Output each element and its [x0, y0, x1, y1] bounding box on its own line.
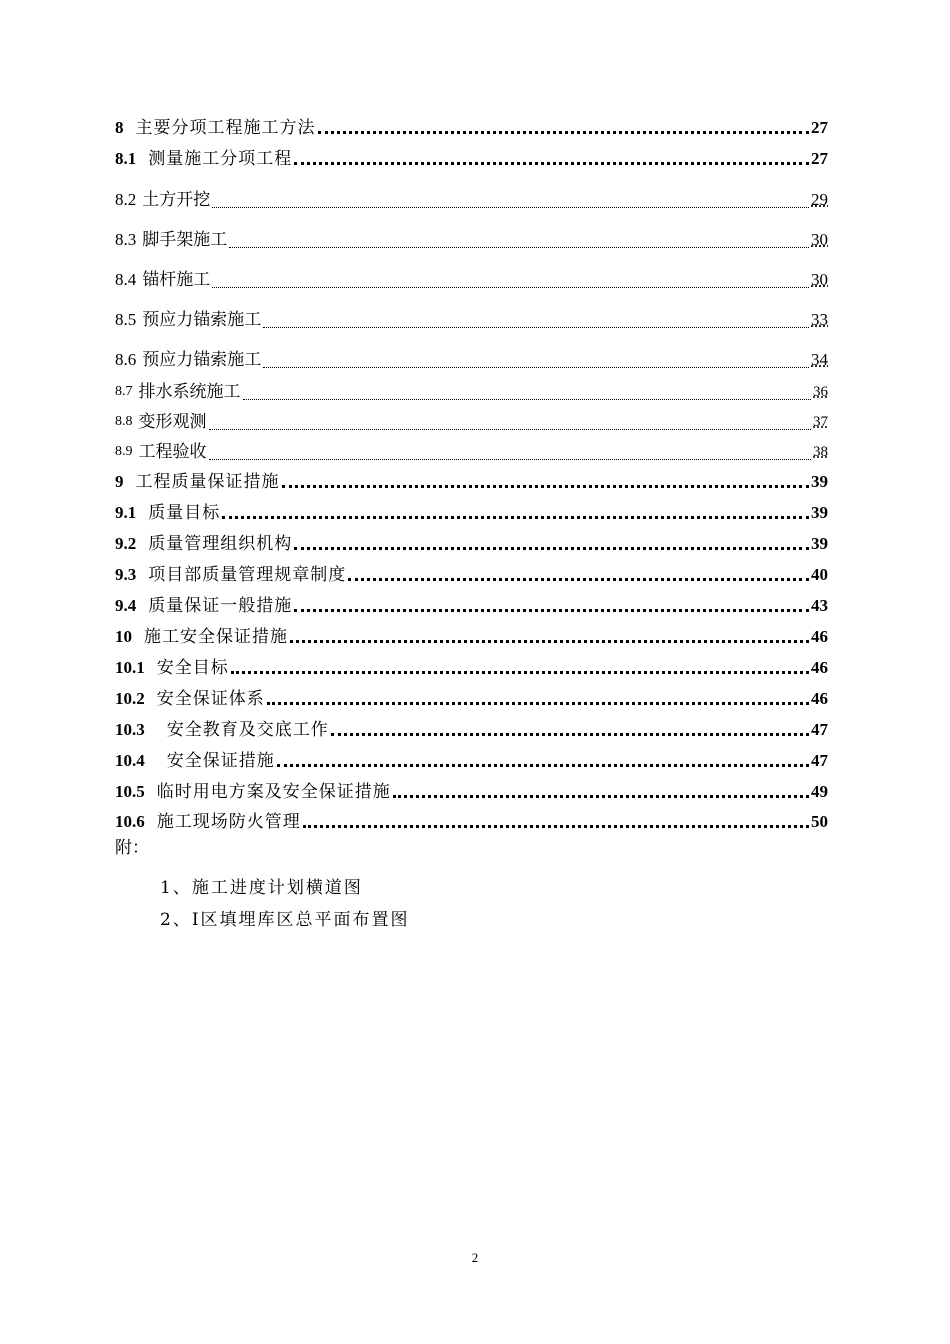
toc-entry-page: 38 [813, 444, 828, 460]
toc-entry-number: 8.8 [115, 414, 133, 429]
toc-entry-page: 47 [811, 720, 828, 739]
toc-leader-dots [303, 825, 809, 828]
toc-entry-number: 8.9 [115, 444, 133, 459]
toc-entry-number: 8.4 [115, 270, 137, 289]
toc-entry-title: 变形观测 [138, 412, 207, 432]
toc-entry-number: 9.1 [115, 503, 137, 522]
toc-leader-dots [348, 578, 809, 581]
toc-leader-dots [294, 609, 809, 612]
toc-entry-title: 预应力锚索施工 [142, 310, 262, 330]
toc-leader-dots [290, 640, 809, 643]
toc-entry-title: 质量目标 [148, 503, 221, 523]
toc-entry-title: 施工现场防火管理 [156, 812, 301, 832]
toc-entry-page: 46 [811, 658, 828, 677]
toc-entry[interactable] [115, 472, 828, 492]
toc-entry[interactable] [115, 689, 828, 709]
toc-entry-title: 工程验收 [138, 442, 207, 462]
toc-entry[interactable] [115, 565, 828, 585]
toc-leader-dots [263, 327, 809, 328]
toc-entry-number: 8.6 [115, 350, 137, 369]
toc-leader-dots [263, 367, 809, 368]
toc-entry-number: 10.2 [115, 689, 145, 708]
toc-entry-title: 项目部质量管理规章制度 [148, 565, 347, 585]
toc-entry-number: 9 [115, 472, 124, 491]
toc-entry-number: 8.2 [115, 190, 137, 209]
toc-entry-title: 土方开挖 [142, 190, 211, 210]
toc-entry[interactable] [115, 442, 828, 462]
toc-entry-number: 10.6 [115, 812, 145, 831]
toc-entry[interactable] [115, 310, 828, 330]
toc-entry-title: 质量保证一般措施 [148, 596, 293, 616]
toc-entry[interactable] [115, 350, 828, 370]
toc-entry-title: 安全教育及交底工作 [166, 720, 329, 740]
toc-entry[interactable] [115, 782, 828, 802]
appendix-label: 附： [115, 838, 149, 858]
toc-entry-page: 39 [811, 503, 828, 522]
toc-entry-title: 测量施工分项工程 [148, 149, 293, 169]
toc-entry-title: 排水系统施工 [138, 382, 241, 402]
toc-leader-dots [212, 207, 809, 208]
toc-leader-dots [294, 547, 809, 550]
toc-entry-page: 34 [811, 350, 828, 369]
toc-leader-dots [243, 399, 812, 400]
toc-entry-title: 安全目标 [156, 658, 229, 678]
toc-entry-title: 安全保证体系 [156, 689, 265, 709]
toc-entry-number: 10.4 [115, 751, 145, 770]
toc-entry[interactable] [115, 270, 828, 290]
toc-entry-number: 10.3 [115, 720, 145, 739]
toc-entry[interactable] [115, 751, 828, 771]
toc-entry[interactable] [115, 720, 828, 740]
toc-leader-dots [209, 459, 812, 460]
toc-leader-dots [393, 795, 809, 798]
page-number: 2 [471, 1250, 479, 1265]
toc-entry-number: 8.1 [115, 149, 137, 168]
toc-leader-dots [229, 247, 809, 248]
toc-entry[interactable] [115, 230, 828, 250]
toc-entry-page: 30 [811, 270, 828, 289]
toc-entry-number: 9.2 [115, 534, 137, 553]
toc-entry-page: 27 [811, 149, 828, 168]
toc-leader-dots [212, 287, 809, 288]
toc-entry-title: 工程质量保证措施 [135, 472, 280, 492]
toc-entry-title: 质量管理组织机构 [148, 534, 293, 554]
toc-entry[interactable] [115, 812, 828, 832]
toc-entry[interactable] [115, 503, 828, 523]
toc-entry-title: 临时用电方案及安全保证措施 [156, 782, 391, 802]
toc-entry-number: 9.4 [115, 596, 137, 615]
toc-entry-page: 29 [811, 190, 828, 209]
toc-entry-page: 47 [811, 751, 828, 770]
appendix-item: 1、施工进度计划横道图 [160, 878, 363, 898]
toc-entry-number: 10 [115, 627, 132, 646]
toc-entry-number: 8.5 [115, 310, 137, 329]
toc-entry-page: 39 [811, 534, 828, 553]
toc-entry-number: 8.7 [115, 384, 133, 399]
toc-entry[interactable] [115, 596, 828, 616]
toc-entry[interactable] [115, 658, 828, 678]
toc-entry-page: 27 [811, 118, 828, 137]
toc-entry[interactable] [115, 149, 828, 169]
toc-entry-title: 主要分项工程施工方法 [135, 118, 316, 138]
toc-entry-page: 33 [811, 310, 828, 329]
toc-entry-page: 49 [811, 782, 828, 801]
toc-leader-dots [222, 516, 809, 519]
toc-leader-dots [267, 702, 809, 705]
toc-entry-page: 36 [813, 384, 828, 400]
toc-entry-page: 46 [811, 627, 828, 646]
toc-entry[interactable] [115, 190, 828, 210]
toc-entry-number: 9.3 [115, 565, 137, 584]
toc-entry-page: 30 [811, 230, 828, 249]
toc-leader-dots [331, 733, 809, 736]
toc-entry[interactable] [115, 412, 828, 432]
toc-entry-page: 50 [811, 812, 828, 831]
toc-entry-number: 10.5 [115, 782, 145, 801]
toc-entry-page: 37 [813, 414, 828, 430]
toc-entry-title: 预应力锚索施工 [142, 350, 262, 370]
toc-leader-dots [318, 131, 810, 134]
toc-entry-page: 39 [811, 472, 828, 491]
toc-entry-title: 锚杆施工 [142, 270, 211, 290]
toc-leader-dots [282, 485, 810, 488]
toc-entry-title: 安全保证措施 [166, 751, 275, 771]
toc-entry-number: 10.1 [115, 658, 145, 677]
toc-entry[interactable] [115, 118, 828, 138]
toc-entry-title: 脚手架施工 [142, 230, 228, 250]
toc-entry-page: 43 [811, 596, 828, 615]
toc-entry-number: 8 [115, 118, 124, 137]
toc-entry[interactable] [115, 627, 828, 647]
toc-entry[interactable] [115, 534, 828, 554]
toc-entry[interactable] [115, 382, 828, 402]
toc-entry-number: 8.3 [115, 230, 137, 249]
toc-leader-dots [231, 671, 809, 674]
appendix-item: 2、I区填埋库区总平面布置图 [160, 910, 410, 930]
toc-entry-title: 施工安全保证措施 [144, 627, 288, 647]
toc-leader-dots [209, 429, 812, 430]
toc-entry-page: 40 [811, 565, 828, 584]
toc-entry-page: 46 [811, 689, 828, 708]
toc-leader-dots [294, 162, 809, 165]
toc-leader-dots [277, 764, 809, 767]
